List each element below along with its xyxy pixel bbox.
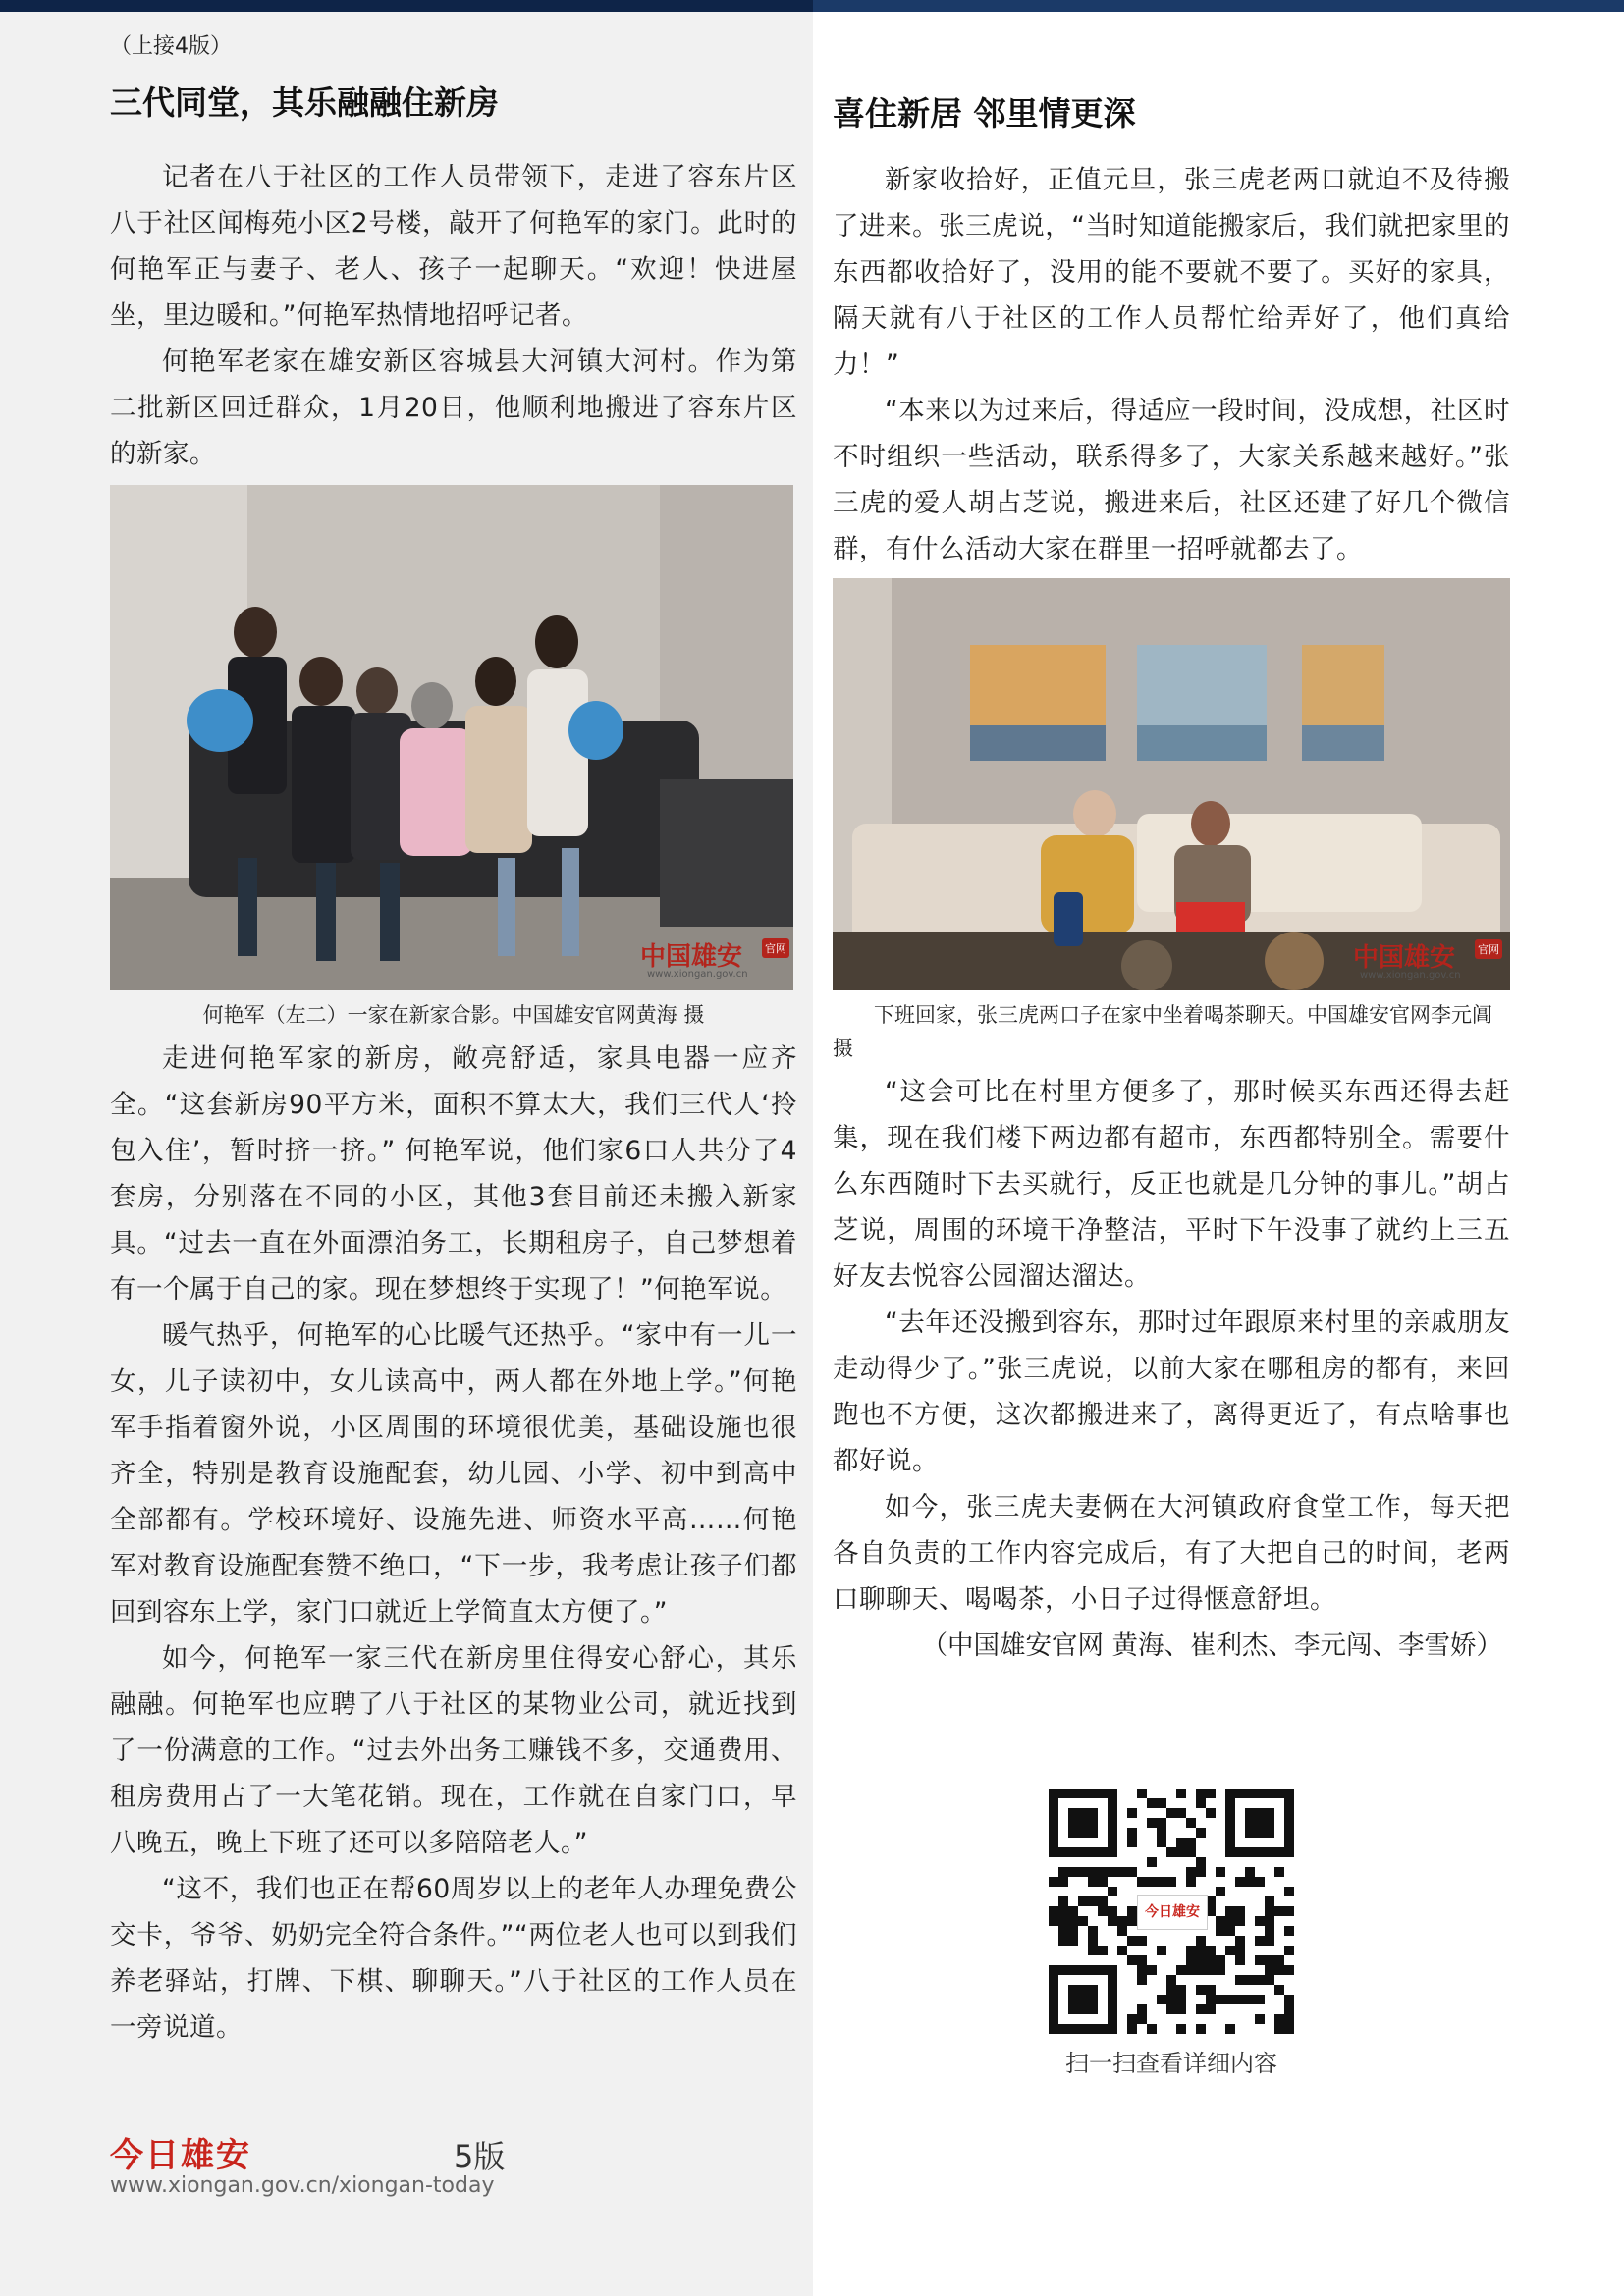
footer-brand-logo: 今日雄安 xyxy=(110,2136,251,2175)
watermark-url-2: www.xiongan.gov.cn xyxy=(1360,970,1461,981)
watermark-url-1: www.xiongan.gov.cn xyxy=(647,969,748,980)
left-paragraph-1: 记者在八于社区的工作人员带领下，走进了容东片区八于社区闻梅苑小区2号楼，敲开了何艳军的家门。此时的何艳军正与妻子、老人、孩子一起聊天。“欢迎！快进屋坐，里边暖和。”何艳军热情地招呼记者。 xyxy=(110,162,797,331)
footer-url[interactable]: www.xiongan.gov.cn/xiongan-today xyxy=(110,2173,495,2198)
left-paragraph-4: 暖气热乎，何艳军的心比暖气还热乎。“家中有一儿一女，儿子读初中，女儿读高中，两人都在外地上学。”何艳军手指着窗外说，小区周围的环境很优美，基础设施也很齐全，特别是教育设施配套，幼儿园、小学、初中到高中全部都有。学校环境好、设施先进、师资水平高……何艳军对教育设施配套赞不绝口，“下一步，我考虑让孩子们都回到容东上学，家门口就近上学简直太方便了。” xyxy=(110,1320,797,1628)
qr-code-block[interactable] xyxy=(1049,1789,1294,2078)
left-heading: 三代同堂，其乐融融住新房 xyxy=(110,83,499,122)
watermark-tag-2: 官网 xyxy=(1475,939,1502,959)
right-paragraph-5: 如今，张三虎夫妻俩在大河镇政府食堂工作，每天把各自负责的工作内容完成后，有了大把自己的时间，老两口聊聊天、喝喝茶，小日子过得惬意舒坦。 xyxy=(833,1492,1510,1615)
continued-note: （上接4版） xyxy=(110,34,232,59)
left-paragraph-5: 如今，何艳军一家三代在新房里住得安心舒心，其乐融融。何艳军也应聘了八于社区的某物业公司，就近找到了一份满意的工作。“过去外出务工赚钱不多，交通费用、租房费用占了一大笔花销。现在，工作就在自家门口，早八晚五，晚上下班了还可以多陪陪老人。” xyxy=(110,1643,797,1858)
family-photo xyxy=(110,485,793,990)
qr-center-logo: 今日雄安 xyxy=(1137,1895,1208,1930)
watermark-logo-2: 中国雄安 xyxy=(1353,943,1456,973)
watermark-tag-1: 官网 xyxy=(762,938,789,958)
top-bar-strip xyxy=(0,0,813,12)
author-credit: （中国雄安官网 黄海、崔利杰、李元闯、李雪娇） xyxy=(921,1630,1502,1661)
couple-photo-illustration xyxy=(833,578,1510,990)
left-paragraph-6: “这不，我们也正在帮60周岁以上的老年人办理免费公交卡，爷爷、奶奶完全符合条件。”“两位老人也可以到我们养老驿站，打牌、下棋、聊聊天。”八于社区的工作人员在一旁说道。 xyxy=(110,1874,797,2043)
couple-photo-caption: 下班回家，张三虎两口子在家中坐着喝茶聊天。中国雄安官网李元阊 摄 xyxy=(833,1003,1492,1060)
right-paragraph-4: “去年还没搬到容东，那时过年跟原来村里的亲戚朋友走动得少了。”张三虎说，以前大家在哪租房的都有，来回跑也不方便，这次都搬进来了，离得更近了，有点啥事也都好说。 xyxy=(833,1308,1510,1476)
couple-photo xyxy=(833,578,1510,990)
family-photo-illustration xyxy=(110,485,793,990)
left-column xyxy=(110,29,797,2051)
qr-caption: 扫一扫查看详细内容 xyxy=(1065,2050,1277,2077)
left-paragraph-2: 何艳军老家在雄安新区容城县大河镇大河村。作为第二批新区回迁群众，1月20日，他顺利地搬进了容东片区的新家。 xyxy=(110,347,797,469)
right-heading: 喜住新居 邻里情更深 xyxy=(833,94,1136,133)
page-number: 5版 xyxy=(454,2138,506,2175)
family-photo-caption: 何艳军（左二）一家在新家合影。中国雄安官网黄海 摄 xyxy=(202,1003,705,1027)
right-paragraph-3: “这会可比在村里方便多了，那时候买东西还得去赶集，现在我们楼下两边都有超市，东西都特别全。需要什么东西随时下去买就行，反正也就是几分钟的事儿。”胡占芝说，周围的环境干净整洁，平时下午没事了就约上三五好友去悦容公园溜达溜达。 xyxy=(833,1077,1510,1292)
left-paragraph-3: 走进何艳军家的新房，敞亮舒适，家具电器一应齐全。“这套新房90平方米，面积不算太大，我们三代人‘拎包入住’，暂时挤一挤。” 何艳军说，他们家6口人共分了4套房，分别落在不同的小区，其他3套目前还未搬入新家具。“过去一直在外面漂泊务工，长期租房子，自己梦想着有一个属于自己的家。现在梦想终于实现了！”何艳军说。 xyxy=(110,1043,797,1305)
page-footer xyxy=(110,2128,621,2207)
watermark-logo-1: 中国雄安 xyxy=(640,942,743,972)
top-bar xyxy=(0,0,1624,12)
right-paragraph-2: “本来以为过来后，得适应一段时间，没成想，社区时不时组织一些活动，联系得多了，大家关系越来越好。”张三虎的爱人胡占芝说，搬进来后，社区还建了好几个微信群，有什么活动大家在群里一招呼就都去了。 xyxy=(833,396,1510,564)
right-column xyxy=(833,157,1510,1669)
right-paragraph-1: 新家收拾好，正值元旦，张三虎老两口就迫不及待搬了进来。张三虎说，“当时知道能搬家后，我们就把家里的东西都收拾好了，没用的能不要就不要了。买好的家具，隔天就有八于社区的工作人员帮忙给弄好了，他们真给力！” xyxy=(833,165,1510,380)
